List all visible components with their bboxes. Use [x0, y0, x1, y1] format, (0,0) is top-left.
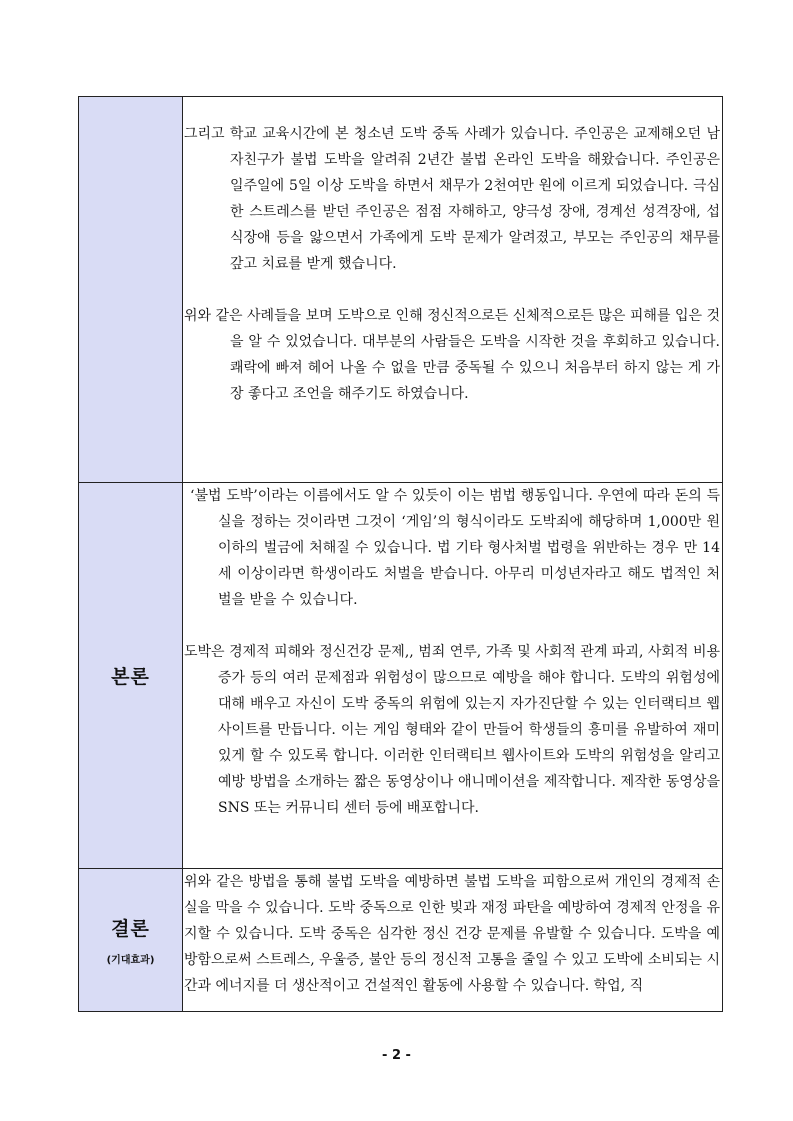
- conclusion-content-cell: [184, 869, 722, 1011]
- body-paragraph-1: ‘불법 도박’이라는 이름에서도 알 수 있듯이 이는 범법 행동입니다. 우연에 따라 돈의 득실을 정하는 것이라면 그것이 ‘게임’의 형식이라도 도박죄에 해당하며 1,000만 원 이하의 벌금에 처해질 수 있습니다. 법 기타 형사처벌 법령을 위반하는 경우 만 14세 이상이라면 학생이라도 처벌을 받습니다. 아무리 미성년자라고 해도 법적인 처벌을 받을 수 있습니다.: [190, 488, 720, 608]
- conclusion-paragraph-1: 위와 같은 방법을 통해 불법 도박을 예방하면 불법 도박을 피함으로써 개인의 경제적 손실을 막을 수 있습니다. 도박 중독으로 인한 빚과 재정 파탄을 예방하여 경제적 안정을 유지할 수 있습니다. 도박 중독은 심각한 정신 건강 문제를 유발할 수 있습니다. 도박을 예방함으로써 스트레스, 우울증, 불안 등의 정신적 고통을 줄일 수 있고 도박에 소비되는 시간과 에너지를 더 생산적이고 건설적인 활동에 사용할 수 있습니다. 학업, 직: [184, 874, 720, 994]
- intro-row: [79, 97, 722, 483]
- body-content-cell: [184, 483, 722, 868]
- conclusion-section-sublabel: (기대효과): [106, 955, 155, 966]
- conclusion-label-cell: [79, 869, 183, 1011]
- body-row: [79, 483, 722, 869]
- conclusion-section-label: 결론: [111, 918, 150, 940]
- body-section-label: 본론: [111, 666, 150, 688]
- intro-paragraph-1: 그리고 학교 교육시간에 본 청소년 도박 중독 사례가 있습니다. 주인공은 교제해오던 남자친구가 불법 도박을 알려줘 2년간 불법 온라인 도박을 해왔습니다. 주인공은 일주일에 5일 이상 도박을 하면서 채무가 2천여만 원에 이르게 되었습니다. 극심한 스트레스를 받던 주인공은 점점 자해하고, 양극성 장애, 경계선 성격장애, 섭식장애 등을 앓으면서 가족에게 도박 문제가 알려졌고, 부모는 주인공의 채무를 갚고 치료를 받게 했습니다.: [184, 126, 720, 272]
- intro-label-cell: [79, 97, 183, 482]
- body-label-cell: [79, 483, 183, 868]
- report-table: [78, 96, 723, 1012]
- conclusion-row: [79, 869, 722, 1011]
- intro-content-cell: [184, 97, 722, 482]
- page-number: - 2 -: [382, 1048, 411, 1063]
- intro-paragraph-2: 위와 같은 사례들을 보며 도박으로 인해 정신적으로든 신체적으로든 많은 피해를 입은 것을 알 수 있었습니다. 대부분의 사람들은 도박을 시작한 것을 후회하고 있습니다. 쾌락에 빠져 헤어 나올 수 없을 만큼 중독될 수 있으니 처음부터 하지 않는 게 가장 좋다고 조언을 해주기도 하였습니다.: [184, 308, 720, 402]
- body-paragraph-2: 도박은 경제적 피해와 정신건강 문제,, 범죄 연루, 가족 및 사회적 관계 파괴, 사회적 비용 증가 등의 여러 문제점과 위험성이 많으므로 예방을 해야 합니다. 도박의 위험성에 대해 배우고 자신이 도박 중독의 위험에 있는지 자가진단할 수 있는 인터랙티브 웹사이트를 만듭니다. 이는 게임 형태와 같이 만들어 학생들의 흥미를 유발하여 재미있게 할 수 있도록 합니다. 이러한 인터랙티브 웹사이트와 도박의 위험성을 알리고 예방 방법을 소개하는 짧은 동영상이나 애니메이션을 제작합니다. 제작한 동영상을 SNS 또는 커뮤니티 센터 등에 배포합니다.: [184, 644, 720, 816]
